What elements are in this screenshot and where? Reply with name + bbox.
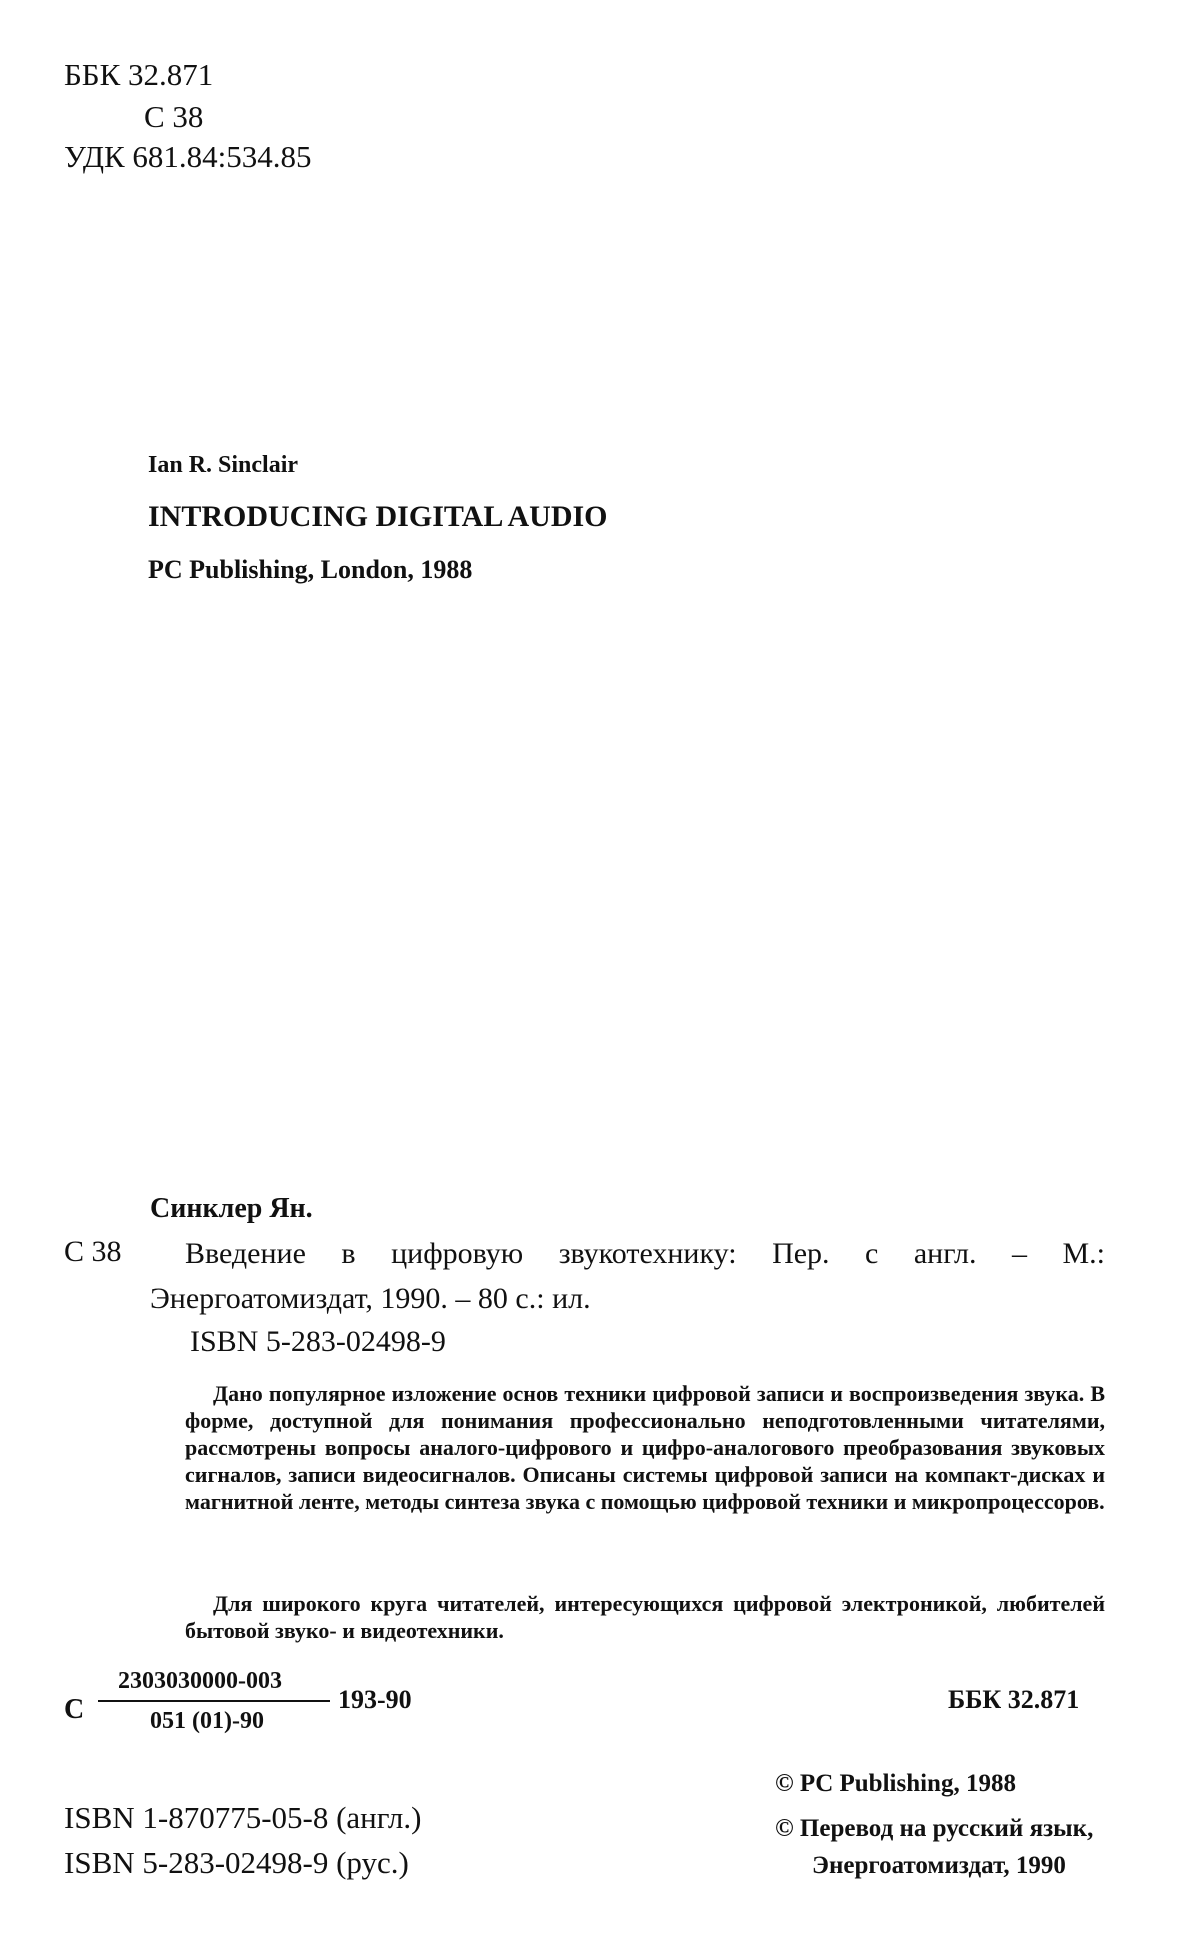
annotation-audience: Для широкого круга читателей, интересующихся цифровой электроникой, любителей бытовой звуко- и видеотехники. <box>185 1591 1105 1643</box>
original-publisher: PC Publishing, London, 1988 <box>148 555 473 584</box>
original-author: Ian R. Sinclair <box>148 452 299 478</box>
author-sign: С 38 <box>144 99 204 134</box>
record-author: Синклер Ян. <box>150 1193 313 1224</box>
code-numerator: 2303030000-003 <box>118 1668 282 1694</box>
footer-bbk: ББК 32.871 <box>948 1685 1080 1714</box>
udk-code: УДК 681.84:534.85 <box>64 139 312 174</box>
code-suffix: 193-90 <box>338 1685 412 1714</box>
copyright-translation: © Перевод на русский язык, <box>775 1815 1094 1842</box>
code-letter: С <box>64 1694 85 1725</box>
copyright-original: © PC Publishing, 1988 <box>775 1770 1016 1797</box>
isbn-russian: ISBN 5-283-02498-9 (рус.) <box>64 1845 409 1880</box>
copyright-translation-publisher: Энергоатомиздат, 1990 <box>812 1852 1066 1879</box>
annotation-main: Дано популярное изложение основ техники цифровой записи и воспроизведения звука. В форме, доступной для понимания профессионально неподготовленными читателями, рассмотрены вопросы аналого-цифрового и цифро-аналогового преобразования звуковых сигналов, записи видеосигналов. Описаны системы цифровой записи на компакт-дисках и магнитной ленте, методы синтеза звука с помощью цифровой техники и микропроцессоров. <box>185 1381 1105 1514</box>
record-title-line: Введение в цифровую звукотехнику: Пер. с англ. – М.: <box>185 1237 1105 1270</box>
record-isbn: ISBN 5-283-02498-9 <box>190 1325 446 1358</box>
fraction-line <box>98 1700 330 1702</box>
record-imprint-line: Энергоатомиздат, 1990. – 80 с.: ил. <box>150 1282 591 1315</box>
record-code: С 38 <box>64 1235 122 1268</box>
isbn-english: ISBN 1-870775-05-8 (англ.) <box>64 1800 422 1835</box>
bbk-code: ББК 32.871 <box>64 57 214 92</box>
code-denominator: 051 (01)-90 <box>150 1708 264 1734</box>
original-title: INTRODUCING DIGITAL AUDIO <box>148 500 608 533</box>
